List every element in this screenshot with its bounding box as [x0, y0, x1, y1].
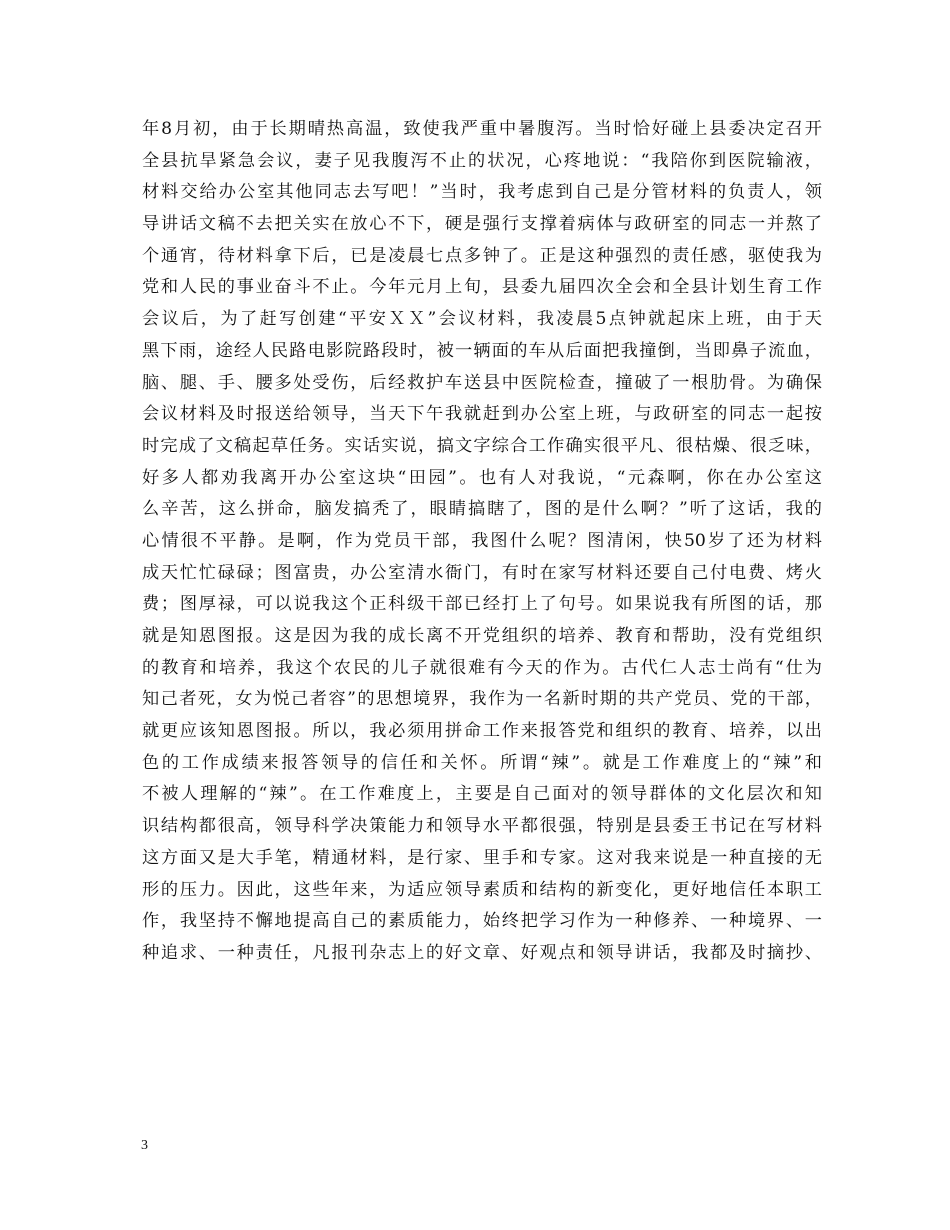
- text-line: 么辛苦，这么拼命，脑发搞秃了，眼睛搞瞎了，图的是什么啊？”听了这话，我的: [142, 499, 822, 520]
- text-line: 成天忙忙碌碌；图富贵，办公室清水衙门，有时在家写材料还要自己付电费、烤火: [142, 562, 822, 583]
- text-line: 党和人民的事业奋斗不止。今年元月上旬，县委九届四次全会和全县计划生育工作: [142, 277, 822, 298]
- text-line: 黑下雨，途经人民路电影院路段时，被一辆面的车从后面把我撞倒，当即鼻子流血，: [142, 340, 822, 361]
- text-line: 种追求、一种责任，凡报刊杂志上的好文章、好观点和领导讲话，我都及时摘抄、: [142, 942, 822, 963]
- text-line: 就更应该知恩图报。所以，我必须用拼命工作来报答党和组织的教育、培养，以出: [142, 721, 822, 742]
- text-line: 这方面又是大手笔，精通材料，是行家、里手和专家。这对我来说是一种直接的无: [142, 847, 822, 868]
- page-number: 3: [141, 1138, 148, 1153]
- text-line: 费；图厚禄，可以说我这个正科级干部已经打上了句号。如果说我有所图的话，那: [142, 594, 822, 615]
- text-line: 好多人都劝我离开办公室这块“田园”。也有人对我说，“元森啊，你在办公室这: [142, 467, 822, 488]
- text-line: 会议材料及时报送给领导，当天下午我就赶到办公室上班，与政研室的同志一起按: [142, 404, 822, 425]
- text-line: 识结构都很高，领导科学决策能力和领导水平都很强，特别是县委王书记在写材料: [142, 816, 822, 837]
- text-line: 形的压力。因此，这些年来，为适应领导素质和结构的新变化，更好地信任本职工: [142, 879, 822, 900]
- text-line: 的教育和培养，我这个农民的儿子就很难有今天的作为。古代仁人志士尚有“仕为: [142, 657, 822, 678]
- text-line: 导讲话文稿不去把关实在放心不下，硬是强行支撑着病体与政研室的同志一并熬了: [142, 214, 822, 235]
- text-line: 时完成了文稿起草任务。实话实说，搞文字综合工作确实很平凡、很枯燥、很乏味，: [142, 435, 822, 456]
- text-line: 就是知恩图报。这是因为我的成长离不开党组织的培养、教育和帮助，没有党组织: [142, 626, 822, 646]
- body-text: [142, 114, 822, 970]
- text-line: 年8月初，由于长期晴热高温，致使我严重中暑腹泻。当时恰好碰上县委决定召开: [142, 119, 822, 139]
- text-line: 会议后，为了赶写创建“平安ＸＸ”会议材料，我凌晨5点钟就起床上班，由于天: [142, 309, 822, 330]
- text-line: 色的工作成绩来报答领导的信任和关怀。所谓“辣”。就是工作难度上的“辣”和: [142, 752, 822, 773]
- text-line: 全县抗旱紧急会议，妻子见我腹泻不止的状况，心疼地说：“我陪你到医院输液，: [142, 150, 822, 171]
- text-line: 个通宵，待材料拿下后，已是凌晨七点多钟了。正是这种强烈的责任感，驱使我为: [142, 245, 822, 266]
- text-line: 心情很不平静。是啊，作为党员干部，我图什么呢？图清闲，快50岁了还为材料: [142, 530, 822, 551]
- text-line: 脑、腿、手、腰多处受伤，后经救护车送县中医院检查，撞破了一根肋骨。为确保: [142, 372, 822, 393]
- text-line: 不被人理解的“辣”。在工作难度上，主要是自己面对的领导群体的文化层次和知: [142, 784, 822, 805]
- text-line: 作，我坚持不懈地提高自己的素质能力，始终把学习作为一种修养、一种境界、一: [142, 911, 822, 932]
- text-line: 材料交给办公室其他同志去写吧！”当时，我考虑到自己是分管材料的负责人，领: [142, 182, 822, 203]
- text-line: 知己者死，女为悦己者容”的思想境界，我作为一名新时期的共产党员、党的干部，: [142, 689, 822, 710]
